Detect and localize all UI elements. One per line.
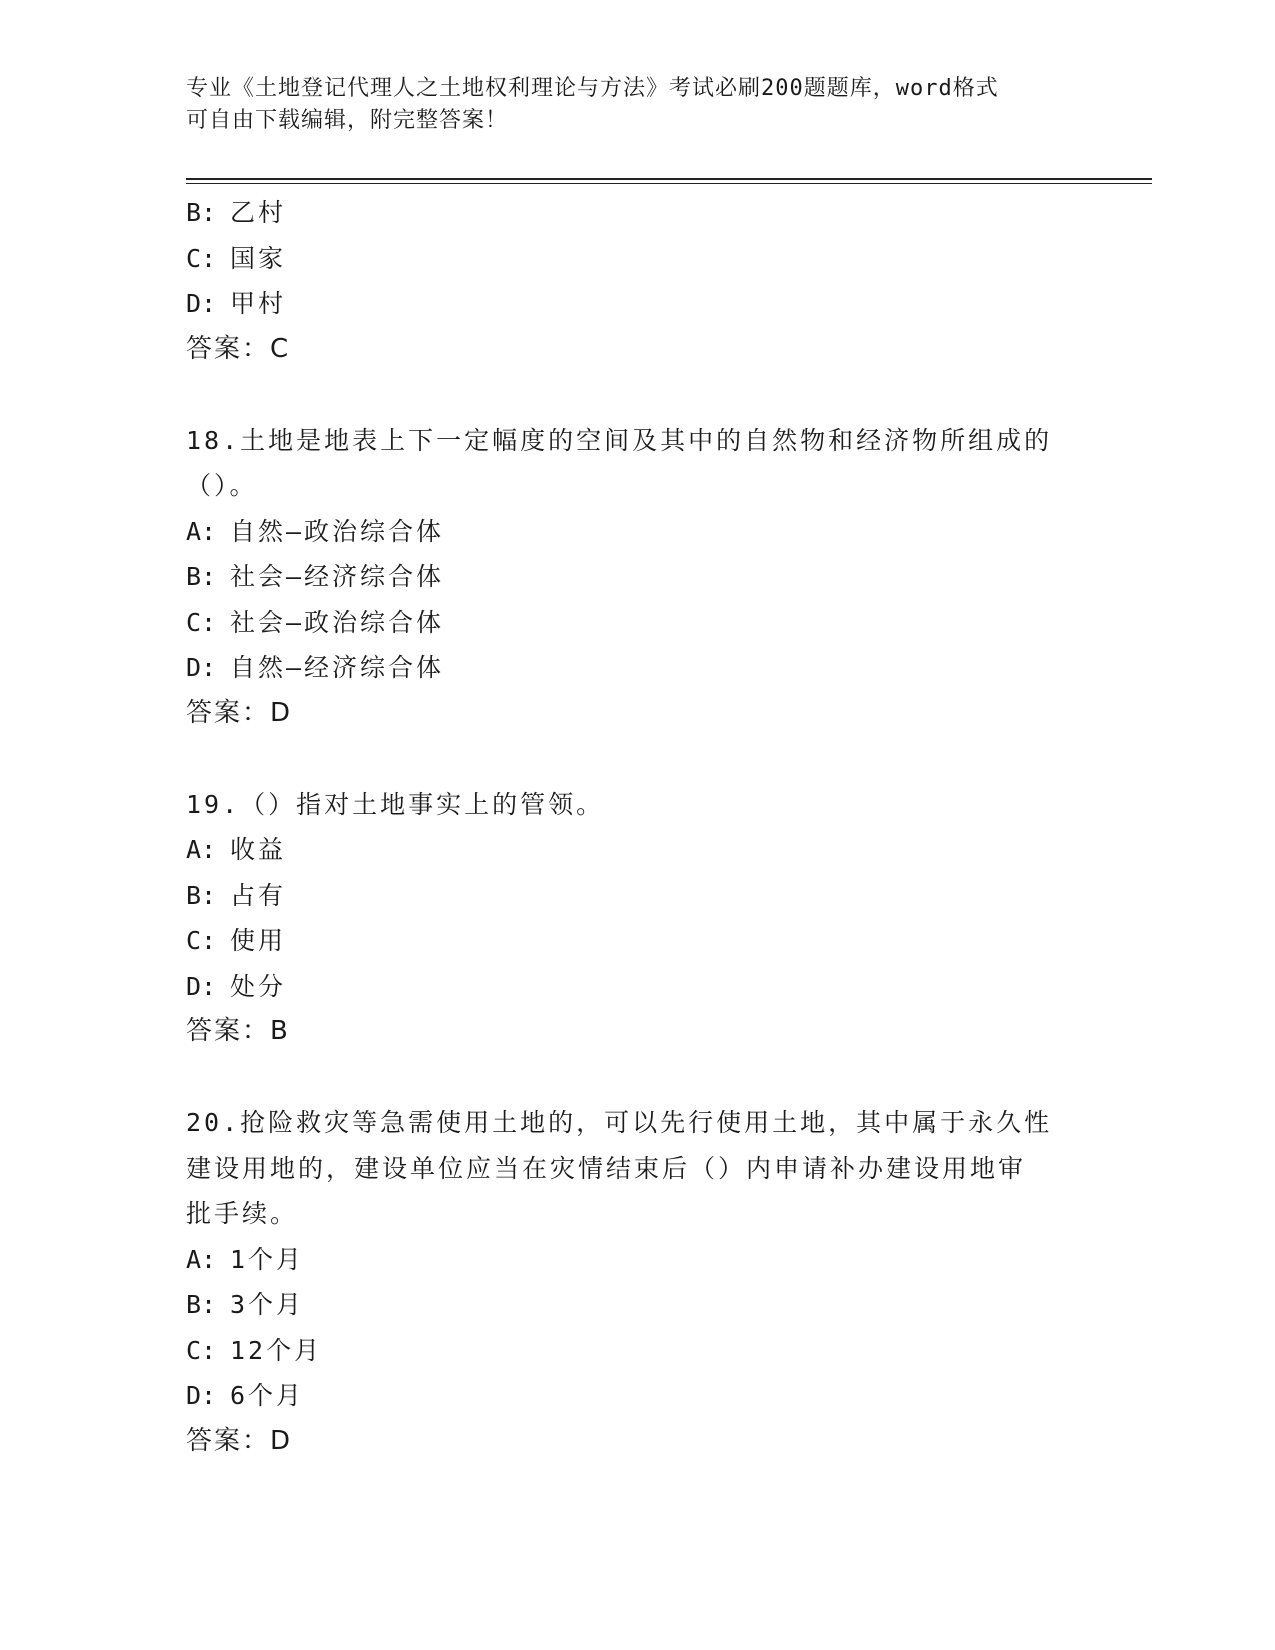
- option-key: B:: [186, 198, 217, 227]
- option-row: [186, 281, 1086, 327]
- option-text: 6个月: [230, 1381, 305, 1410]
- question-text-line: （）。: [186, 471, 258, 500]
- option-row: [186, 1328, 1086, 1374]
- question-block-20: [186, 1100, 1086, 1464]
- header-rule-thick: [186, 178, 1152, 180]
- option-text: 自然—政治综合体: [230, 516, 445, 546]
- question-list: [186, 190, 1086, 1464]
- option-text: 收益: [230, 835, 287, 864]
- header-line-1: 专业《土地登记代理人之土地权利理论与方法》考试必刷200题题库，word格式: [186, 76, 999, 101]
- option-key: A:: [186, 516, 217, 546]
- option-row: [186, 554, 1086, 600]
- option-key: A:: [186, 1244, 217, 1274]
- question-block-18: [186, 418, 1086, 737]
- answer-line: 答案：B: [186, 1016, 290, 1046]
- option-text: 1个月: [230, 1244, 305, 1274]
- option-key: C:: [186, 1335, 217, 1365]
- option-key: D:: [186, 289, 217, 318]
- option-key: D:: [186, 971, 217, 1001]
- option-text: 社会—政治综合体: [230, 607, 445, 637]
- option-row: [186, 1237, 1086, 1283]
- answer-line: 答案：D: [186, 697, 293, 728]
- option-key: C:: [186, 243, 217, 273]
- option-row: [186, 873, 1086, 919]
- option-row: [186, 190, 1086, 236]
- option-text: 社会—经济综合体: [230, 562, 445, 591]
- option-row: [186, 1373, 1086, 1419]
- question-block-prev: [186, 190, 1086, 372]
- header-rule-thin: [186, 183, 1152, 184]
- option-text: 占有: [230, 880, 287, 910]
- option-text: 乙村: [230, 198, 287, 227]
- answer-line: 答案：C: [186, 333, 291, 364]
- option-text: 甲村: [230, 289, 287, 318]
- question-text-line: 建设用地的，建设单位应当在灾情结束后（）内申请补办建设用地审: [186, 1153, 1027, 1183]
- question-text-line: 批手续。: [186, 1199, 299, 1228]
- option-text: 3个月: [230, 1290, 305, 1319]
- answer-line: 答案：D: [186, 1425, 293, 1456]
- option-row: [186, 600, 1086, 646]
- question-text-line: 20.抢险救灾等急需使用土地的，可以先行使用土地，其中属于永久性: [186, 1108, 1053, 1137]
- option-text: 处分: [230, 971, 287, 1001]
- question-block-19: [186, 782, 1086, 1055]
- option-row: [186, 509, 1086, 555]
- option-text: 自然—经济综合体: [230, 653, 445, 682]
- question-text-line: 18.土地是地表上下一定幅度的空间及其中的自然物和经济物所组成的: [186, 425, 1053, 455]
- option-key: B:: [186, 562, 217, 591]
- option-row: [186, 645, 1086, 691]
- question-text-line: 19.（）指对土地事实上的管领。: [186, 789, 605, 819]
- option-key: B:: [186, 880, 217, 910]
- option-row: [186, 964, 1086, 1010]
- option-key: D:: [186, 1381, 217, 1410]
- option-key: A:: [186, 835, 217, 864]
- option-row: [186, 827, 1086, 873]
- option-row: [186, 918, 1086, 964]
- option-text: 国家: [230, 243, 287, 273]
- option-key: B:: [186, 1290, 217, 1319]
- option-key: C:: [186, 607, 217, 637]
- option-row: [186, 236, 1086, 282]
- option-row: [186, 1282, 1086, 1328]
- page-header: [186, 73, 1086, 137]
- option-text: 使用: [230, 926, 287, 955]
- option-key: C:: [186, 926, 217, 955]
- header-line-2: 可自由下载编辑，附完整答案！: [186, 108, 509, 133]
- option-key: D:: [186, 653, 217, 682]
- option-text: 12个月: [230, 1335, 323, 1365]
